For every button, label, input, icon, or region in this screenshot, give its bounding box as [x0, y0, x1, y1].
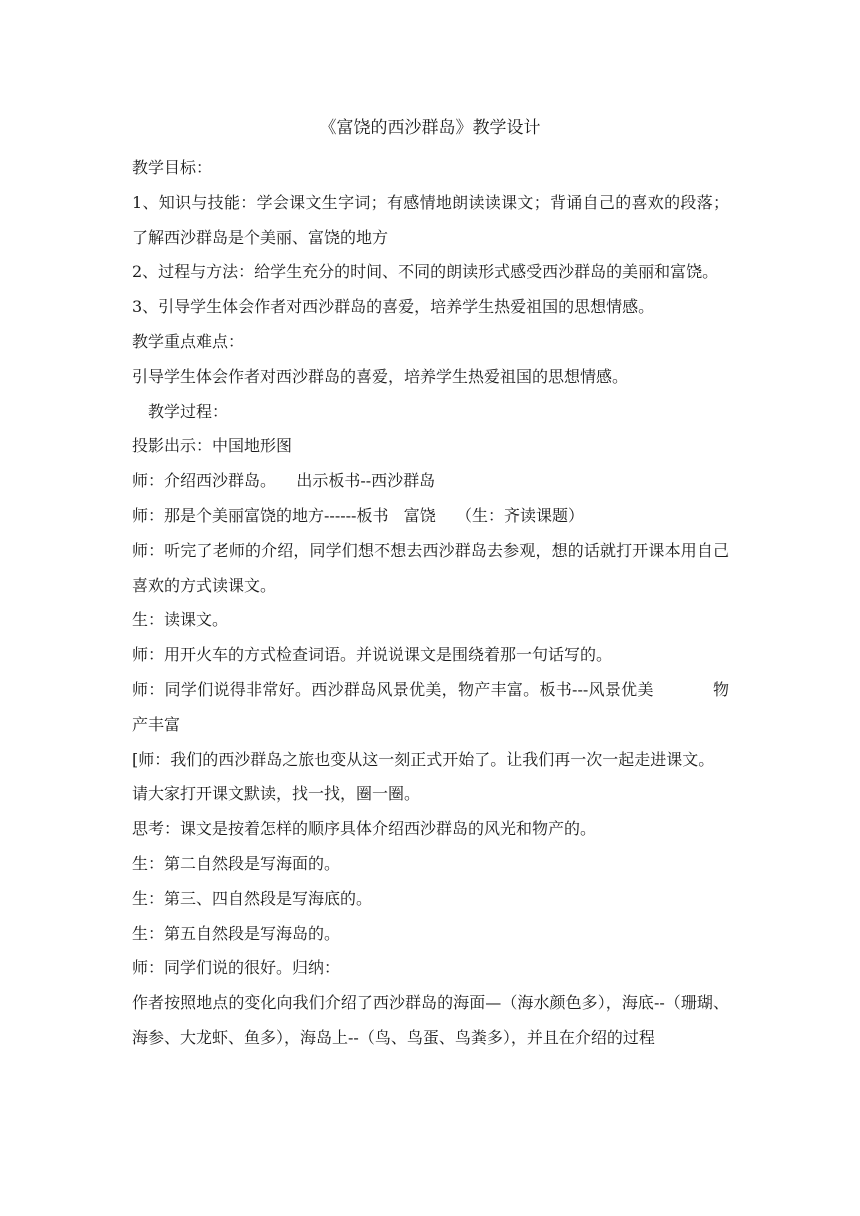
paragraph-key-points-heading: 教学重点难点：	[132, 331, 245, 351]
document-title: 《富饶的西沙群岛》教学设计	[319, 118, 541, 138]
paragraph: 请大家打开课文默读，找一找，圈一圈。	[132, 784, 421, 804]
paragraph-process-heading: 教学过程：	[148, 401, 229, 421]
paragraph: 投影出示：中国地形图	[132, 436, 293, 456]
paragraph: 师：听完了老师的介绍，同学们想不想去西沙群岛去参观，想的话就打开课本用自己喜欢的方式读课文。	[132, 540, 729, 595]
paragraph-objective-2: 2、过程与方法：给学生充分的时间、不同的朗读形式感受西沙群岛的美丽和富饶。	[132, 262, 719, 282]
paragraph: 师：用开火车的方式检查词语。并说说课文是围绕着那一句话写的。	[132, 645, 613, 665]
paragraph: 生：第五自然段是写海岛的。	[132, 923, 341, 943]
paragraph: 师：同学们说的很好。归纳：	[132, 958, 341, 978]
paragraph: 作者按照地点的变化向我们介绍了西沙群岛的海面—（海水颜色多），海底--（珊瑚、海参、大龙虾、鱼多），海岛上--（鸟、鸟蛋、鸟粪多），并且在介绍的过程	[132, 993, 729, 1047]
paragraph: 师：介绍西沙群岛。 出示板书--西沙群岛	[132, 471, 436, 491]
paragraph: 生：读课文。	[132, 610, 229, 630]
document-body	[132, 151, 729, 1056]
paragraph: 思考：课文是按着怎样的顺序具体介绍西沙群岛的风光和物产的。	[132, 819, 597, 839]
paragraph: 生：第三、四自然段是写海底的。	[132, 888, 373, 908]
paragraph: 师：那是个美丽富饶的地方------板书 富饶 （生：齐读课题）	[132, 505, 585, 525]
paragraph: 师：同学们说得非常好。西沙群岛风景优美，物产丰富。板书---风景优美 物产丰富	[132, 679, 729, 734]
paragraph-objective-1: 1、知识与技能：学会课文生字词；有感情地朗读读课文；背诵自己的喜欢的段落；了解西沙群岛是个美丽、富饶的地方	[132, 192, 729, 247]
paragraph: 生：第二自然段是写海面的。	[132, 853, 341, 873]
paragraph-key-points: 引导学生体会作者对西沙群岛的喜爱，培养学生热爱祖国的思想情感。	[132, 366, 629, 386]
paragraph-objectives-heading: 教学目标：	[132, 158, 213, 177]
paragraph-objective-3: 3、引导学生体会作者对西沙群岛的喜爱，培养学生热爱祖国的思想情感。	[132, 297, 655, 317]
paragraph: [师：我们的西沙群岛之旅也变从这一刻正式开始了。让我们再一次一起走进课文。	[132, 749, 715, 769]
